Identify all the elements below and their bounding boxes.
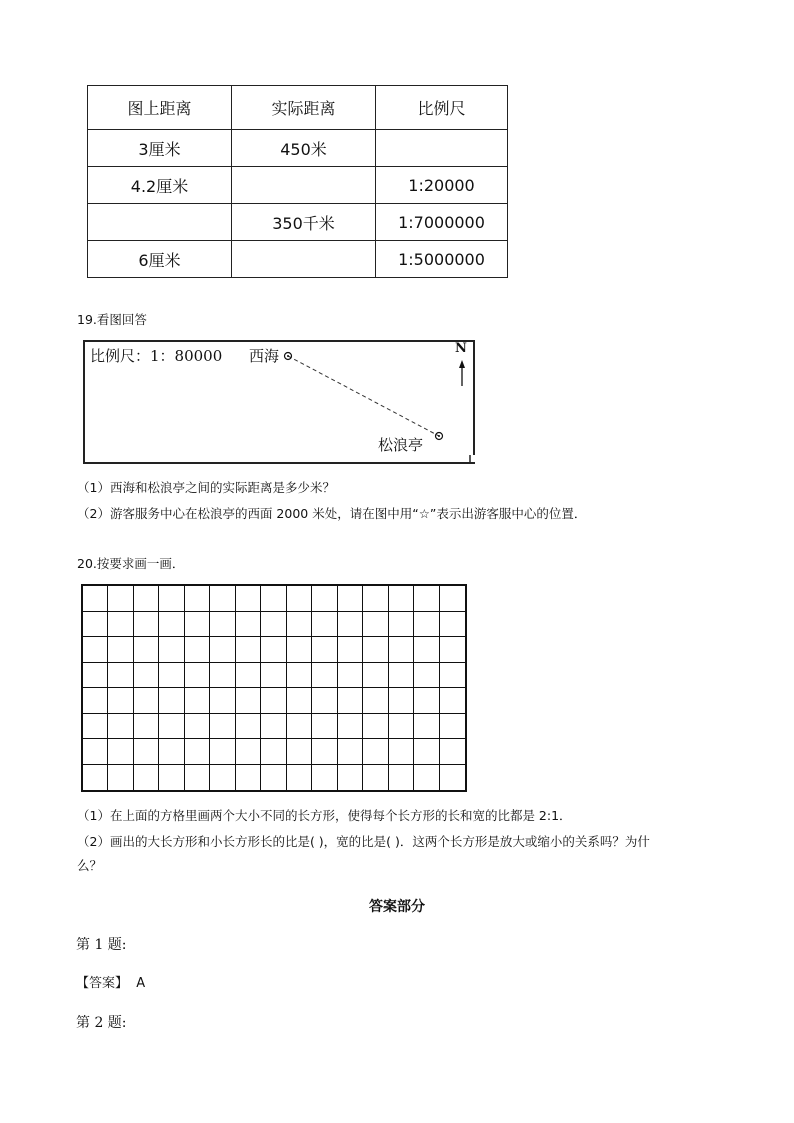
answer-q1-label: 第 1 题: xyxy=(76,937,127,953)
grid-cell xyxy=(389,688,414,714)
grid-cell xyxy=(414,612,439,638)
grid-cell xyxy=(261,739,286,765)
grid-cell xyxy=(389,714,414,740)
question-19-part-1: （1）西海和松浪亭之间的实际距离是多少米？ xyxy=(77,480,335,495)
grid-cell xyxy=(363,586,388,612)
grid-cell xyxy=(338,612,363,638)
grid-cell xyxy=(363,637,388,663)
grid-cell xyxy=(159,586,184,612)
grid-cell xyxy=(338,688,363,714)
grid-cell xyxy=(236,637,261,663)
table-cell: 4.2厘米 xyxy=(88,167,232,204)
square-grid xyxy=(81,584,467,792)
grid-cell xyxy=(185,765,210,791)
grid-cell xyxy=(389,586,414,612)
grid-cell xyxy=(414,688,439,714)
grid-cell xyxy=(134,739,159,765)
grid-cell xyxy=(210,714,235,740)
grid-cell xyxy=(440,765,465,791)
grid-cell xyxy=(312,586,337,612)
grid-cell xyxy=(363,739,388,765)
grid-cell xyxy=(83,739,108,765)
grid-cell xyxy=(414,586,439,612)
route-line xyxy=(288,356,439,436)
grid-cell xyxy=(210,688,235,714)
grid-cell xyxy=(185,612,210,638)
grid-cell xyxy=(363,765,388,791)
place-label-songlangting: 松浪亭 xyxy=(378,436,424,454)
grid-cell xyxy=(338,765,363,791)
table-cell: 1:7000000 xyxy=(376,204,508,241)
grid-cell xyxy=(236,688,261,714)
table-row xyxy=(88,241,508,278)
grid-cell xyxy=(440,637,465,663)
grid-cell xyxy=(261,586,286,612)
grid-cell xyxy=(185,714,210,740)
grid-cell xyxy=(159,612,184,638)
grid-cell xyxy=(83,714,108,740)
answer-q1-content xyxy=(76,972,145,991)
grid-cell xyxy=(312,714,337,740)
grid-cell xyxy=(236,765,261,791)
grid-cell xyxy=(108,663,133,689)
grid-cell xyxy=(185,586,210,612)
grid-cell xyxy=(185,739,210,765)
grid-cell xyxy=(83,688,108,714)
grid-cell xyxy=(159,663,184,689)
grid-cell xyxy=(338,586,363,612)
grid-cell xyxy=(261,765,286,791)
grid-cell xyxy=(363,688,388,714)
grid-cell xyxy=(83,586,108,612)
place-label-xihai: 西海 xyxy=(249,347,280,365)
grid-cell xyxy=(287,739,312,765)
grid-cell xyxy=(389,663,414,689)
grid-cell xyxy=(134,586,159,612)
grid-cell xyxy=(159,688,184,714)
grid-cell xyxy=(236,739,261,765)
grid-cell xyxy=(287,688,312,714)
header-actual-distance: 实际距离 xyxy=(232,86,376,130)
answer-value: A xyxy=(136,976,146,991)
grid-cell xyxy=(236,586,261,612)
table-row xyxy=(88,130,508,167)
grid-cell xyxy=(159,637,184,663)
grid-cell xyxy=(414,765,439,791)
grid-cell xyxy=(440,612,465,638)
grid-cell xyxy=(134,663,159,689)
grid-cell xyxy=(134,637,159,663)
grid-cell xyxy=(108,688,133,714)
grid-cell xyxy=(363,714,388,740)
grid-cell xyxy=(236,612,261,638)
table-cell xyxy=(376,130,508,167)
grid-cell xyxy=(389,612,414,638)
grid-cell xyxy=(83,612,108,638)
grid-cell xyxy=(210,765,235,791)
question-20-part-1: （1）在上面的方格里画两个大小不同的长方形，使得每个长方形的长和宽的比都是 2:1． xyxy=(77,808,572,823)
grid-cell xyxy=(261,637,286,663)
grid-cell xyxy=(440,688,465,714)
grid-cell xyxy=(159,765,184,791)
grid-cell xyxy=(363,612,388,638)
grid-cell xyxy=(440,739,465,765)
grid-cell xyxy=(312,637,337,663)
grid-cell xyxy=(287,714,312,740)
grid-cell xyxy=(108,765,133,791)
grid-cell xyxy=(108,637,133,663)
map-figure xyxy=(83,340,475,464)
grid-cell xyxy=(210,586,235,612)
grid-cell xyxy=(261,714,286,740)
grid-cell xyxy=(159,739,184,765)
answer-tag: 【答案】 xyxy=(76,976,129,991)
grid-cell xyxy=(312,688,337,714)
grid-cell xyxy=(134,765,159,791)
grid-cell xyxy=(83,663,108,689)
grid-cell xyxy=(185,637,210,663)
table-cell: 1:5000000 xyxy=(376,241,508,278)
header-scale: 比例尺 xyxy=(376,86,508,130)
question-19-title: 19.看图回答 xyxy=(77,312,147,327)
grid-cell xyxy=(134,688,159,714)
grid-cell xyxy=(287,663,312,689)
table-row xyxy=(88,204,508,241)
grid-cell xyxy=(440,586,465,612)
grid-cell xyxy=(312,739,337,765)
grid-cell xyxy=(414,714,439,740)
grid-cell xyxy=(210,663,235,689)
grid-cell xyxy=(185,688,210,714)
grid-cell xyxy=(134,714,159,740)
grid-cell xyxy=(312,663,337,689)
question-20-part-2-line-2: 么？ xyxy=(77,858,103,873)
table-cell: 3厘米 xyxy=(88,130,232,167)
map-scale-label: 比例尺：1：80000 xyxy=(90,347,223,365)
table-cell xyxy=(232,241,376,278)
grid-cell xyxy=(338,637,363,663)
table-cell xyxy=(232,167,376,204)
grid-cell xyxy=(389,739,414,765)
table-row xyxy=(88,167,508,204)
question-19-part-2: （2）游客服务中心在松浪亭的西面 2000 米处，请在图中用“☆”表示出游客服中心的位置． xyxy=(77,506,587,521)
grid-cell xyxy=(134,612,159,638)
header-map-distance: 图上距离 xyxy=(88,86,232,130)
grid-cell xyxy=(159,714,184,740)
grid-cell xyxy=(210,637,235,663)
grid-cell xyxy=(261,663,286,689)
grid-cell xyxy=(108,739,133,765)
table-cell: 350千米 xyxy=(232,204,376,241)
answer-section-heading: 答案部分 xyxy=(369,899,425,915)
grid-cell xyxy=(414,739,439,765)
table-header-row xyxy=(88,86,508,130)
grid-cell xyxy=(338,663,363,689)
grid-cell xyxy=(389,637,414,663)
grid-cell xyxy=(210,612,235,638)
grid-cell xyxy=(108,714,133,740)
question-20-part-2-line-1: （2）画出的大长方形和小长方形长的比是( )，宽的比是( )．这两个长方形是放大或缩小的关系吗？为什 xyxy=(77,834,650,849)
grid-cell xyxy=(312,765,337,791)
grid-cell xyxy=(287,586,312,612)
grid-cell xyxy=(287,637,312,663)
grid-cell xyxy=(389,765,414,791)
grid-cell xyxy=(287,765,312,791)
grid-cell xyxy=(338,714,363,740)
grid-cell xyxy=(363,663,388,689)
grid-cell xyxy=(338,739,363,765)
grid-cell xyxy=(414,637,439,663)
answer-q2-label: 第 2 题: xyxy=(76,1015,127,1031)
grid-cell xyxy=(261,688,286,714)
grid-cell xyxy=(261,612,286,638)
grid-cell xyxy=(236,663,261,689)
table-cell: 1:20000 xyxy=(376,167,508,204)
grid-cell xyxy=(440,714,465,740)
question-20-title: 20.按要求画一画． xyxy=(77,556,185,571)
grid-cell xyxy=(236,714,261,740)
grid-cell xyxy=(210,739,235,765)
scale-table xyxy=(87,85,508,278)
grid-cell xyxy=(312,612,337,638)
grid-cell xyxy=(108,586,133,612)
north-label: N xyxy=(455,341,467,356)
table-cell: 450米 xyxy=(232,130,376,167)
table-cell xyxy=(88,204,232,241)
grid-cell xyxy=(414,663,439,689)
grid-cell xyxy=(440,663,465,689)
grid-cell xyxy=(83,765,108,791)
grid-cell xyxy=(83,637,108,663)
table-cell: 6厘米 xyxy=(88,241,232,278)
grid-cell xyxy=(287,612,312,638)
grid-cell xyxy=(185,663,210,689)
grid-cell xyxy=(108,612,133,638)
